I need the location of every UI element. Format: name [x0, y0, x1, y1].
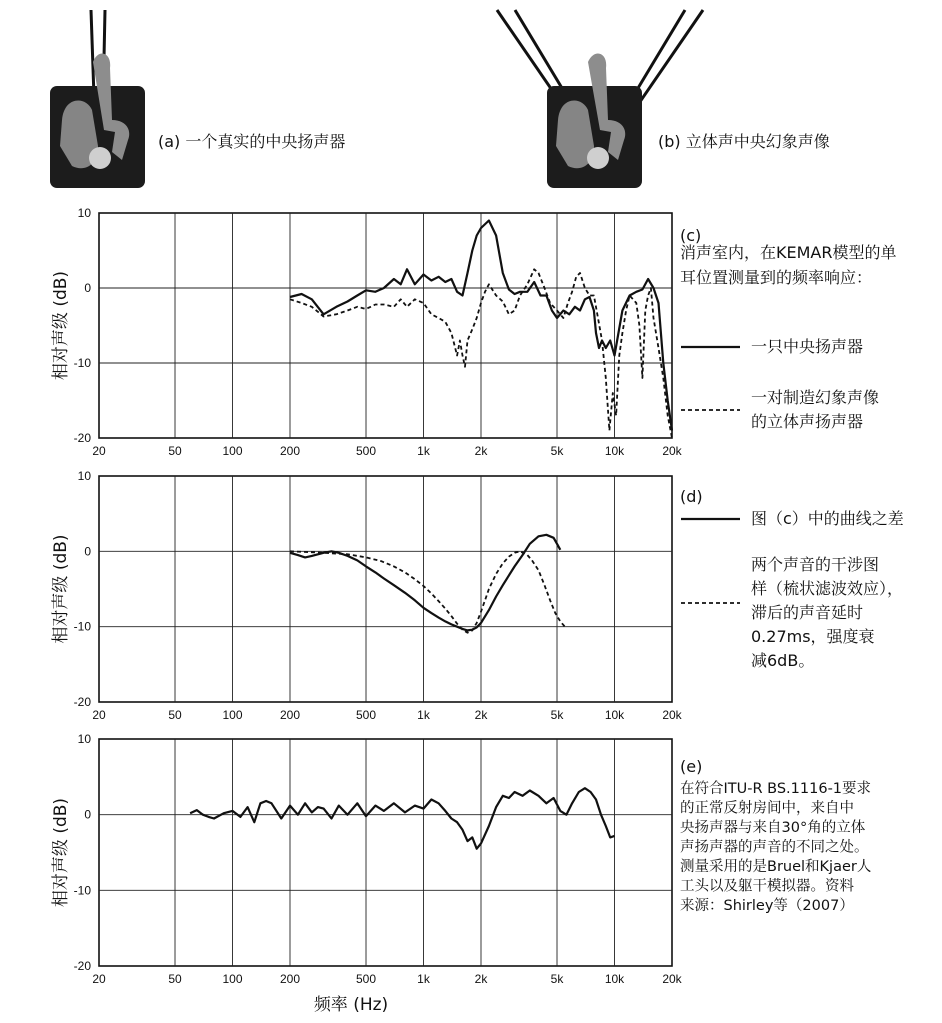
y-axis-label: 相对声级 (dB) — [51, 534, 71, 644]
y-tick-label: 10 — [77, 469, 91, 483]
y-tick-label: -10 — [73, 883, 91, 898]
x-tick-label: 10k — [604, 708, 625, 722]
plot-area — [99, 739, 672, 966]
legend-label: 0.27ms，强度衰 — [751, 627, 875, 646]
x-tick-label: 20k — [662, 972, 682, 986]
x-tick-label: 5k — [550, 972, 564, 986]
plot-area — [99, 476, 672, 702]
x-tick-label: 200 — [279, 708, 301, 722]
y-tick-label: 0 — [84, 544, 91, 559]
chart-panel-c — [51, 206, 896, 458]
legend-label: 样（梳状滤波效应）， — [751, 579, 904, 598]
panel-description-line: 工头以及躯干模拟器。资料 — [680, 878, 854, 895]
x-tick-label: 5k — [550, 444, 564, 458]
y-tick-label: -20 — [73, 959, 91, 973]
illustration-a-caption: (a) 一个真实的中央扬声器 — [158, 132, 346, 151]
plot-area — [99, 213, 672, 438]
legend-label: 滞后的声音延时 — [751, 603, 864, 622]
x-tick-label: 50 — [168, 444, 182, 458]
x-tick-label: 20k — [662, 708, 682, 722]
x-tick-label: 2k — [474, 444, 488, 458]
panel-description-line: 在符合ITU-R BS.1116-1要求 — [680, 781, 872, 797]
illustration-a — [50, 10, 345, 188]
panel-description-line: 央扬声器与来自30°角的立体 — [680, 820, 866, 836]
x-tick-label: 200 — [279, 972, 301, 986]
panel-description-line: 耳位置测量到的频率响应： — [680, 268, 873, 287]
x-tick-label: 500 — [355, 708, 377, 722]
x-tick-label: 20k — [662, 444, 682, 458]
x-tick-label: 1k — [417, 444, 430, 458]
x-tick-label: 50 — [168, 708, 182, 722]
y-axis-label: 相对声级 (dB) — [51, 270, 71, 381]
chart-panel-e — [51, 732, 871, 986]
illustration-b-caption: (b) 立体声中央幻象声像 — [658, 132, 830, 151]
x-tick-label: 100 — [222, 708, 243, 722]
y-tick-label: 0 — [84, 281, 91, 295]
x-tick-label: 5k — [550, 708, 564, 722]
y-tick-label: -10 — [73, 356, 91, 370]
panel-description-line: 声扬声器的声音的不同之处。 — [680, 839, 869, 856]
illustration-b — [497, 10, 830, 188]
panel-description-line: 来源：Shirley等（2007） — [680, 898, 854, 914]
panel-description-line: 消声室内，在KEMAR模型的单 — [680, 243, 897, 262]
legend-label: 图（c）中的曲线之差 — [751, 509, 904, 528]
x-tick-label: 500 — [355, 444, 377, 458]
y-tick-label: -10 — [73, 619, 91, 634]
y-axis-label: 相对声级 (dB) — [51, 797, 71, 908]
panel-title: (e) — [680, 757, 703, 776]
x-tick-label: 20 — [92, 708, 106, 722]
x-tick-label: 100 — [222, 972, 243, 986]
legend-label: 两个声音的干涉图 — [751, 555, 880, 574]
x-tick-label: 50 — [168, 972, 182, 986]
x-tick-label: 20 — [92, 444, 106, 458]
y-tick-label: -20 — [73, 431, 91, 445]
x-tick-label: 2k — [474, 708, 488, 722]
x-axis-label: 频率 (Hz) — [313, 995, 389, 1015]
y-tick-label: -20 — [73, 695, 91, 709]
listener-head-icon — [587, 147, 609, 169]
legend-label: 的立体声扬声器 — [751, 412, 864, 431]
x-tick-label: 2k — [474, 972, 488, 986]
listener-head-icon — [89, 147, 111, 169]
x-tick-label: 1k — [417, 972, 430, 986]
panel-description-line: 测量采用的是Bruel和Kjaer人 — [680, 859, 872, 875]
panel-description-line: 的正常反射房间中，来自中 — [680, 800, 854, 817]
panel-title: (c) — [680, 226, 702, 245]
x-tick-label: 20 — [92, 972, 106, 986]
x-tick-label: 10k — [604, 444, 625, 458]
x-tick-label: 100 — [222, 444, 243, 458]
panel-title: (d) — [680, 487, 703, 506]
y-tick-label: 10 — [77, 732, 91, 746]
y-tick-label: 0 — [84, 807, 91, 822]
legend-label: 一对制造幻象声像 — [751, 388, 880, 407]
x-tick-label: 200 — [279, 444, 301, 458]
chart-panel-d — [51, 469, 904, 722]
legend-label: 一只中央扬声器 — [751, 337, 864, 356]
x-tick-label: 500 — [355, 972, 377, 986]
y-tick-label: 10 — [77, 206, 91, 220]
legend-label: 减6dB。 — [751, 651, 815, 670]
x-tick-label: 10k — [604, 972, 625, 986]
x-tick-label: 1k — [417, 708, 430, 722]
